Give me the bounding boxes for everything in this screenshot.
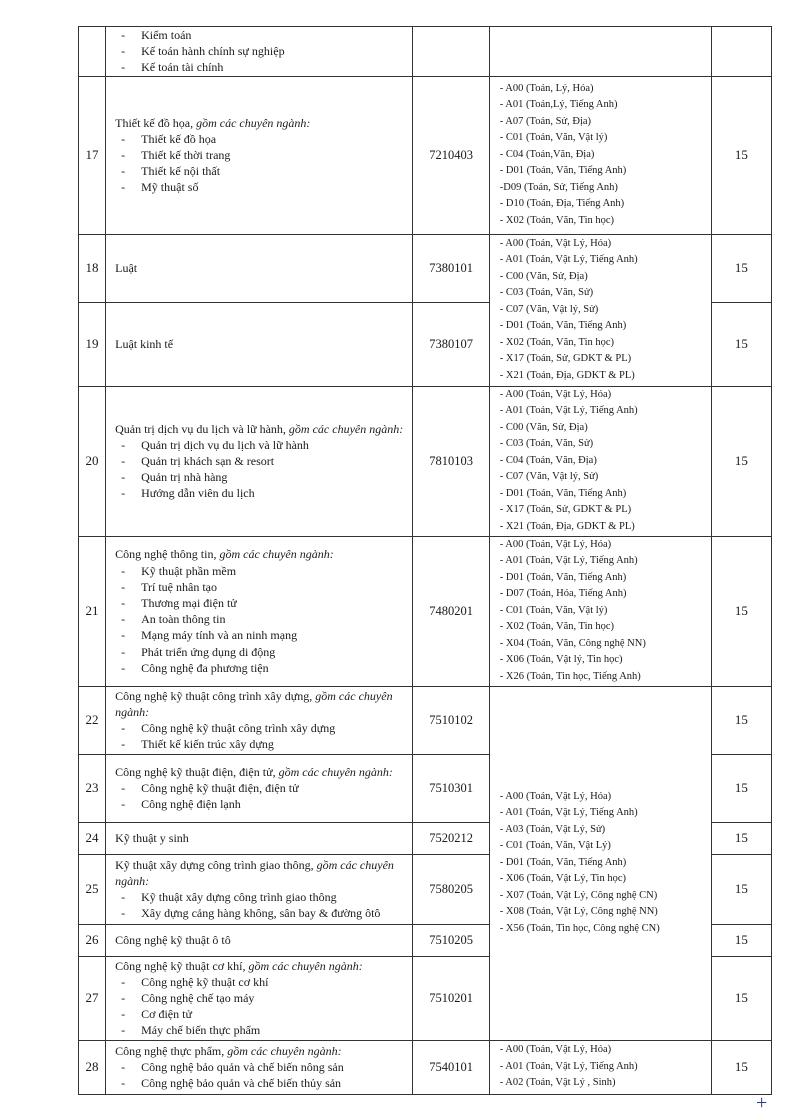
- table-row: [79, 386, 772, 536]
- combo-item: - C03 (Toán, Văn, Sử): [499, 438, 594, 450]
- sub-major: - Thương mại điện tử: [115, 595, 412, 611]
- major-cell: [106, 686, 413, 754]
- major-cell: [106, 386, 413, 536]
- sub-major: - Máy chế biến thực phẩm: [115, 1022, 412, 1038]
- combo-cell: [489, 27, 711, 77]
- major-cell: [106, 1040, 413, 1094]
- code-cell: 7510205: [413, 924, 489, 956]
- quota-cell: 15: [711, 234, 771, 302]
- code-cell: 7520212: [413, 822, 489, 854]
- stt-cell: 27: [79, 956, 106, 1040]
- stt-cell: 23: [79, 754, 106, 822]
- quota-cell: 15: [711, 536, 771, 686]
- combo-item: - A07 (Toán, Sử, Địa): [499, 115, 592, 127]
- major-name: Công nghệ thông tin, gồm các chuyên ngành:: [115, 547, 334, 562]
- code-cell: 7510301: [413, 754, 489, 822]
- combo-item: - C00 (Văn, Sử, Địa): [499, 270, 588, 282]
- sub-major: - Công nghệ điện lạnh: [115, 796, 412, 812]
- sub-major: - Thiết kế nội thất: [115, 163, 412, 179]
- combo-item: - X21 (Toán, Địa, GDKT & PL): [499, 520, 635, 532]
- code-cell: 7540101: [413, 1040, 489, 1094]
- stt-cell: 21: [79, 536, 106, 686]
- stt-cell: 28: [79, 1040, 106, 1094]
- sub-major: - Phát triển ứng dụng di động: [115, 644, 412, 660]
- sub-major: - Xây dựng cảng hàng không, sân bay & đường ôtô: [115, 905, 412, 921]
- table-row: [79, 234, 772, 302]
- major-cell: Kỹ thuật y sinh: [106, 822, 413, 854]
- combo-item: - C00 (Văn, Sử, Địa): [499, 421, 588, 433]
- combo-item: - C07 (Văn, Vật lý, Sử): [499, 303, 599, 315]
- combo-item: - X02 (Toán, Văn, Tin học): [499, 214, 615, 226]
- table-row: [79, 536, 772, 686]
- quota-cell: 15: [711, 956, 771, 1040]
- stt-cell: 24: [79, 822, 106, 854]
- major-cell: [106, 76, 413, 234]
- quota-cell: 15: [711, 686, 771, 754]
- table-row: [79, 27, 772, 77]
- major-cell: [106, 854, 413, 924]
- table-row: [79, 76, 772, 234]
- major-cell: Công nghệ kỹ thuật ô tô: [106, 924, 413, 956]
- table-row: [79, 1040, 772, 1094]
- combo-item: - D07 (Toán, Hóa, Tiếng Anh): [499, 588, 627, 600]
- combo-item: - X08 (Toán, Vật Lý, Công nghệ NN): [499, 906, 658, 918]
- code-cell: 7580205: [413, 854, 489, 924]
- combo-cell: [489, 386, 711, 536]
- sub-major: - Kỹ thuật xây dựng công trình giao thông: [115, 889, 412, 905]
- combo-item: - D01 (Toán, Văn, Tiếng Anh): [499, 487, 627, 499]
- combo-item: - D01 (Toán, Văn, Tiếng Anh): [499, 571, 627, 583]
- combo-item: - A02 (Toán, Vật Lý , Sinh): [499, 1077, 616, 1089]
- sub-major: - Mạng máy tính và an ninh mạng: [115, 627, 412, 643]
- code-cell: 7510201: [413, 956, 489, 1040]
- stt-cell: 22: [79, 686, 106, 754]
- sub-major: - Kỹ thuật phần mềm: [115, 563, 412, 579]
- code-cell: 7380107: [413, 302, 489, 386]
- sub-major: - Kế toán tài chính: [115, 59, 412, 75]
- combo-item: - A01 (Toán, Vật Lý, Tiếng Anh): [499, 555, 638, 567]
- stt-cell: 26: [79, 924, 106, 956]
- corner-mark: +: [756, 1092, 768, 1114]
- quota-cell: [711, 27, 771, 77]
- combo-item: - D01 (Toán, Văn, Tiếng Anh): [499, 165, 627, 177]
- stt-cell: 19: [79, 302, 106, 386]
- combo-item: - C03 (Toán, Văn, Sử): [499, 287, 594, 299]
- sub-major: - Cơ điện tử: [115, 1006, 412, 1022]
- quota-cell: 15: [711, 854, 771, 924]
- sub-major: - An toàn thông tin: [115, 611, 412, 627]
- combo-item: - X07 (Toán, Vật Lý, Công nghệ CN): [499, 889, 658, 901]
- combo-item: - X04 (Toán, Văn, Công nghệ NN): [499, 637, 646, 649]
- code-cell: 7510102: [413, 686, 489, 754]
- combo-item: - C07 (Văn, Vật lý, Sử): [499, 471, 599, 483]
- combo-item: - C04 (Toán,Văn, Địa): [499, 148, 595, 160]
- combo-item: - X26 (Toán, Tin học, Tiếng Anh): [499, 670, 641, 682]
- combo-item: - A00 (Toán, Vật Lý, Hóa): [499, 388, 612, 400]
- quota-cell: 15: [711, 924, 771, 956]
- combo-item: - X17 (Toán, Sử, GDKT & PL): [499, 504, 632, 516]
- combo-item: - A01 (Toán, Vật Lý, Tiếng Anh): [499, 254, 638, 266]
- stt-cell: 25: [79, 854, 106, 924]
- combo-item: - A00 (Toán, Vật Lý, Hóa): [499, 538, 612, 550]
- sub-major: - Công nghệ chế tạo máy: [115, 990, 412, 1006]
- sub-major: - Công nghệ kỹ thuật công trình xây dựng: [115, 720, 412, 736]
- combo-item: - X02 (Toán, Văn, Tin học): [499, 336, 615, 348]
- combo-item: - X56 (Toán, Tin học, Công nghệ CN): [499, 922, 660, 934]
- combo-item: - A03 (Toán, Vật Lý, Sử): [499, 823, 606, 835]
- combo-item: - X02 (Toán, Văn, Tin học): [499, 621, 615, 633]
- table-row: [79, 686, 772, 754]
- quota-cell: 15: [711, 754, 771, 822]
- sub-major: - Quản trị dịch vụ du lịch và lữ hành: [115, 437, 412, 453]
- sub-major: - Công nghệ kỹ thuật cơ khí: [115, 974, 412, 990]
- combo-cell: [489, 686, 711, 1040]
- combo-cell: [489, 536, 711, 686]
- sub-major: - Thiết kế kiến trúc xây dựng: [115, 736, 412, 752]
- major-cell: [106, 956, 413, 1040]
- combo-item: - A01 (Toán,Lý, Tiếng Anh): [499, 99, 618, 111]
- combo-item: - A00 (Toán, Vật Lý, Hóa): [499, 237, 612, 249]
- major-cell: [106, 536, 413, 686]
- major-name: Quản trị dịch vụ du lịch và lữ hành, gồm các chuyên ngành:: [115, 421, 404, 436]
- stt-cell: 17: [79, 76, 106, 234]
- combo-item: - X17 (Toán, Sử, GDKT & PL): [499, 353, 632, 365]
- code-cell: 7810103: [413, 386, 489, 536]
- sub-major: - Công nghệ đa phương tiện: [115, 660, 412, 676]
- quota-cell: 15: [711, 822, 771, 854]
- quota-cell: 15: [711, 302, 771, 386]
- major-name: Công nghệ kỹ thuật cơ khí, gồm các chuyên ngành:: [115, 958, 363, 973]
- sub-major: - Thiết kế thời trang: [115, 147, 412, 163]
- major-name: Kỹ thuật xây dựng công trình giao thông, gồm các chuyên ngành:: [115, 857, 394, 888]
- combo-item: - A00 (Toán, Vật Lý, Hóa): [499, 790, 612, 802]
- stt-cell: 18: [79, 234, 106, 302]
- sub-major: - Quản trị nhà hàng: [115, 469, 412, 485]
- sub-major: - Kế toán hành chính sự nghiệp: [115, 43, 412, 59]
- major-name: Công nghệ kỹ thuật công trình xây dựng, gồm các chuyên ngành:: [115, 688, 393, 719]
- code-cell: 7210403: [413, 76, 489, 234]
- code-cell: 7480201: [413, 536, 489, 686]
- combo-item: - A01 (Toán, Vật Lý, Tiếng Anh): [499, 807, 638, 819]
- major-cell: Luật: [106, 234, 413, 302]
- combo-item: - X06 (Toán, Vật Lý, Tin học): [499, 873, 626, 885]
- admission-table: [78, 26, 772, 1095]
- combo-item: - A00 (Toán, Vật Lý, Hóa): [499, 1044, 612, 1056]
- sub-major: - Trí tuệ nhân tạo: [115, 579, 412, 595]
- code-cell: 7380101: [413, 234, 489, 302]
- sub-major: - Thiết kế đồ họa: [115, 131, 412, 147]
- combo-item: - A01 (Toán, Vật Lý, Tiếng Anh): [499, 405, 638, 417]
- major-cell: Luật kinh tế: [106, 302, 413, 386]
- combo-item: - D01 (Toán, Văn, Tiếng Anh): [499, 856, 627, 868]
- combo-item: - A01 (Toán, Vật Lý, Tiếng Anh): [499, 1060, 638, 1072]
- combo-item: - C01 (Toán, Văn, Vật lý): [499, 604, 608, 616]
- combo-item: - D01 (Toán, Văn, Tiếng Anh): [499, 320, 627, 332]
- combo-item: - D10 (Toán, Địa, Tiếng Anh): [499, 198, 625, 210]
- sub-major: - Quản trị khách sạn & resort: [115, 453, 412, 469]
- major-name: Thiết kế đồ họa, gồm các chuyên ngành:: [115, 115, 311, 130]
- sub-major: - Mỹ thuật số: [115, 179, 412, 195]
- quota-cell: 15: [711, 1040, 771, 1094]
- combo-item: - A00 (Toán, Lý, Hóa): [499, 82, 594, 94]
- combo-item: - C04 (Toán, Văn, Địa): [499, 454, 597, 466]
- quota-cell: 15: [711, 76, 771, 234]
- combo-item: - C01 (Toán, Văn, Vật lý): [499, 132, 608, 144]
- combo-item: - X21 (Toán, Địa, GDKT & PL): [499, 369, 635, 381]
- sub-major: - Kiểm toán: [115, 27, 412, 43]
- sub-major: - Công nghệ bảo quản và chế biến nông sản: [115, 1059, 412, 1075]
- major-cell: [106, 754, 413, 822]
- combo-cell: [489, 1040, 711, 1094]
- combo-cell: [489, 234, 711, 386]
- combo-cell: [489, 76, 711, 234]
- sub-major: - Hướng dẫn viên du lịch: [115, 485, 412, 501]
- stt-cell: 20: [79, 386, 106, 536]
- sub-major: - Công nghệ bảo quản và chế biến thủy sản: [115, 1075, 412, 1091]
- stt-cell: [79, 27, 106, 77]
- quota-cell: 15: [711, 386, 771, 536]
- major-cell: [106, 27, 413, 77]
- combo-item: - C01 (Toán, Văn, Vật Lý): [499, 840, 611, 852]
- combo-item: -D09 (Toán, Sử, Tiếng Anh): [499, 181, 618, 193]
- combo-item: - X06 (Toán, Vật lý, Tin học): [499, 654, 623, 666]
- code-cell: [413, 27, 489, 77]
- major-name: Công nghệ kỹ thuật điện, điện tử, gồm các chuyên ngành:: [115, 764, 393, 779]
- sub-major: - Công nghệ kỹ thuật điện, điện tử: [115, 780, 412, 796]
- major-name: Công nghệ thực phẩm, gồm các chuyên ngành:: [115, 1043, 342, 1058]
